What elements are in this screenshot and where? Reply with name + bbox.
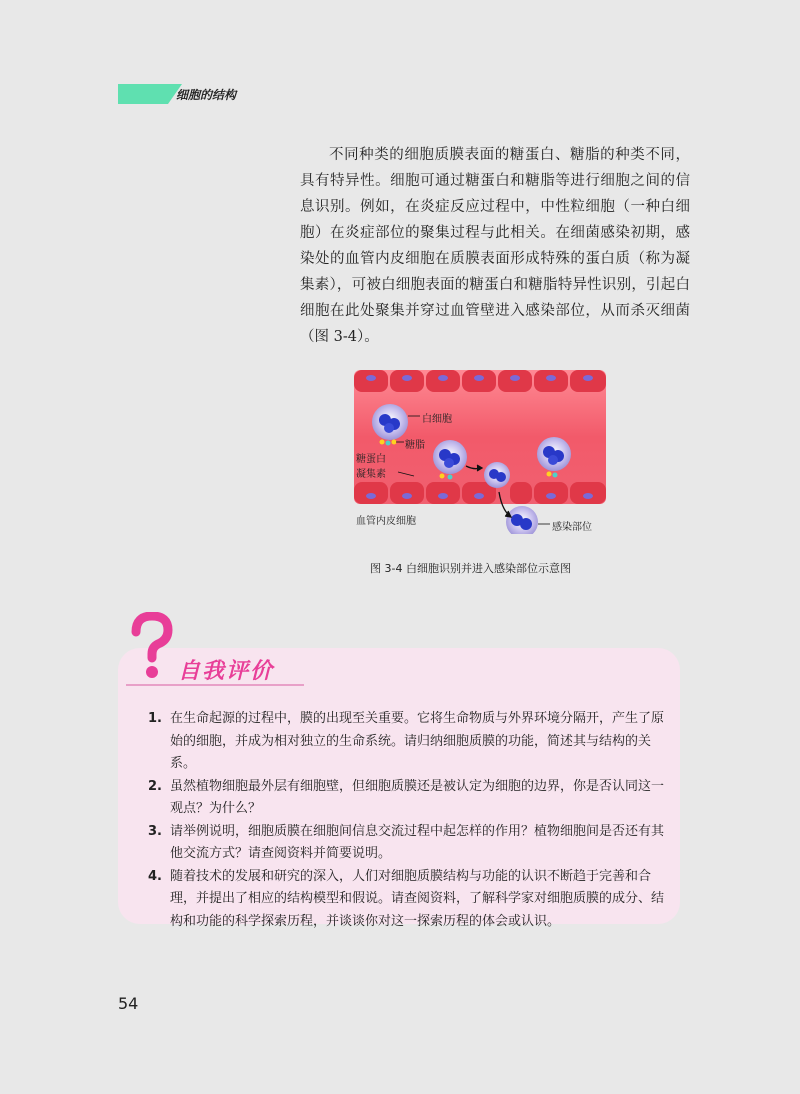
- label-glycolipid: 糖脂: [405, 440, 425, 451]
- label-infection-site: 感染部位: [552, 522, 592, 533]
- white-cell-3: [484, 462, 510, 488]
- white-cell-1: [372, 404, 408, 440]
- chapter-title: 细胞的结构: [176, 88, 237, 102]
- question-item: 3. 请举例说明，细胞质膜在细胞间信息交流过程中起怎样的作用？植物细胞间是否还有其他交流方式？请查阅资料并简要说明。: [148, 823, 665, 861]
- question-item: 4. 随着技术的发展和研究的深入，人们对细胞质膜结构与功能的认识不断趋于完善和合理，并提出了相应的结构模型和假说。请查阅资料，了解科学家对细胞质膜的成分、结构和功能的科学探索历程，并谈谈你对这一探索历程的体会或认识。: [148, 868, 665, 929]
- title-underline: [126, 684, 304, 686]
- white-cell-4: [537, 437, 571, 471]
- label-white-cell: 白细胞: [422, 414, 452, 425]
- white-cell-2: [433, 440, 467, 474]
- blood-vessel-diagram: [354, 370, 606, 534]
- label-glycoprotein: 糖蛋白: [356, 454, 386, 465]
- question-list: [148, 708, 668, 933]
- question-item: 2. 虽然植物细胞最外层有细胞壁，但细胞质膜还是被认定为细胞的边界，你是否认同这一观点？为什么？: [148, 778, 665, 816]
- white-cell-5: [506, 506, 538, 534]
- label-endothelial: 血管内皮细胞: [356, 516, 416, 527]
- label-lectin: 凝集素: [356, 469, 386, 480]
- body-paragraph: 不同种类的细胞质膜表面的糖蛋白、糖脂的种类不同，具有特异性。细胞可通过糖蛋白和糖脂等进行细胞之间的信息识别。例如，在炎症反应过程中，中性粒细胞（一种白细胞）在炎症部位的聚集过程与此相关。在细菌感染初期，感染处的血管内皮细胞在质膜表面形成特殊的蛋白质（称为凝集素），可被白细胞表面的糖蛋白和糖脂特异性识别，引起白细胞在此处聚集并穿过血管壁进入感染部位，从而杀灭细菌（图 3-4）。: [300, 147, 690, 345]
- self-evaluation-title: 自我评价: [178, 659, 275, 684]
- header-tab: [118, 84, 168, 104]
- figure-caption: 图 3-4 白细胞识别并进入感染部位示意图: [370, 562, 571, 575]
- question-mark-icon: [128, 612, 174, 682]
- page-number: 54: [118, 994, 139, 1013]
- question-item: 1. 在生命起源的过程中，膜的出现至关重要。它将生命物质与外界环境分隔开，产生了原始的细胞，并成为相对独立的生命系统。请归纳细胞质膜的功能，简述其与结构的关系。: [148, 711, 665, 771]
- body-text: [300, 142, 690, 350]
- figure-3-4: [354, 370, 606, 534]
